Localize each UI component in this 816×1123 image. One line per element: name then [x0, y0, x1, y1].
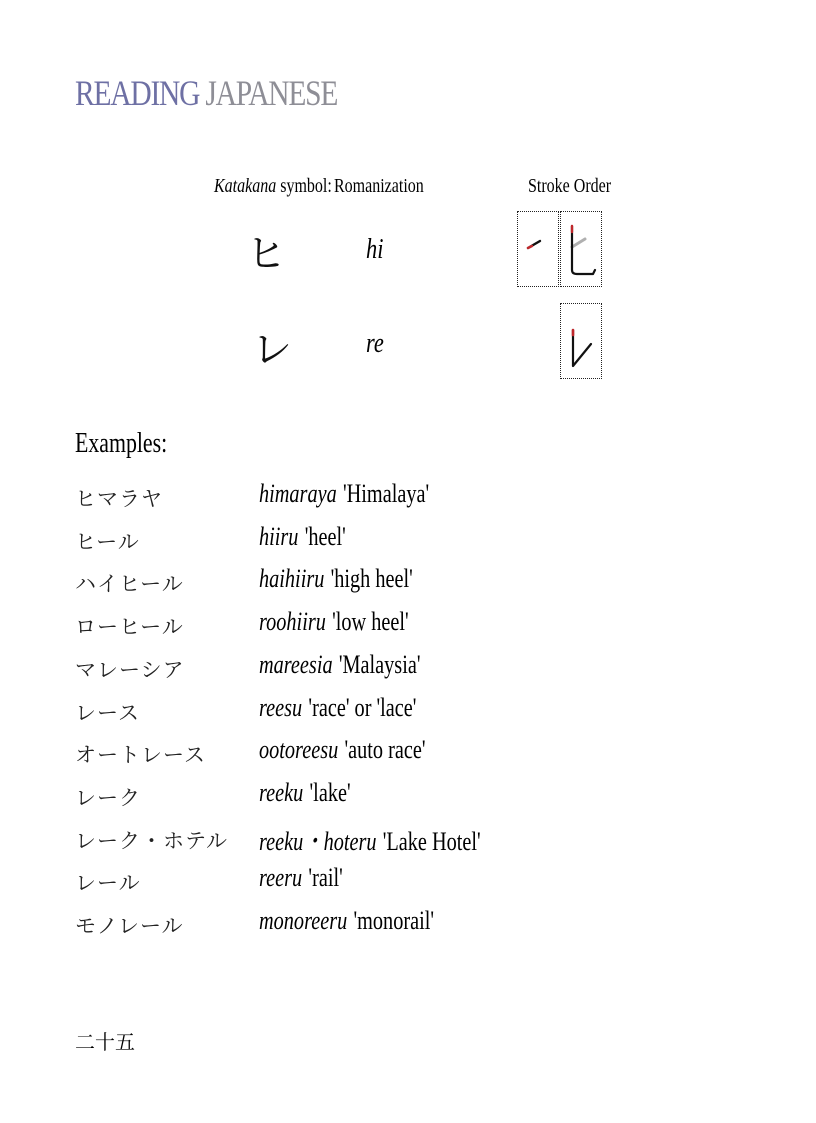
example-meaning: 'race' or 'lace': [308, 692, 417, 722]
example-romaji: himaraya: [259, 479, 337, 508]
example-gloss: [259, 778, 351, 808]
example-row: [0, 863, 816, 907]
example-katakana: レース: [75, 700, 140, 725]
example-katakana: マレーシア: [75, 657, 185, 682]
example-romaji: mareesia: [259, 649, 333, 679]
romaji-hi: hi: [366, 234, 384, 265]
example-romaji: haihiiru: [259, 564, 325, 594]
example-katakana: レーク・ホテル: [75, 828, 228, 853]
example-meaning: 'monorail': [353, 906, 435, 935]
example-romaji: reeru: [259, 863, 303, 893]
example-romaji: monoreeru: [259, 906, 348, 935]
example-row: [0, 649, 816, 694]
example-romaji: hiiru: [259, 521, 299, 551]
page-title: [75, 72, 337, 114]
example-romaji: ootoreesu: [259, 735, 339, 765]
example-row: [0, 692, 816, 737]
example-katakana: ハイヒール: [75, 572, 184, 597]
example-gloss: [259, 821, 481, 858]
example-katakana: レール: [75, 871, 141, 896]
example-gloss: [259, 906, 434, 936]
example-katakana: オートレース: [75, 743, 206, 768]
example-row: [0, 607, 816, 651]
example-gloss: [259, 735, 426, 765]
example-meaning: 'high heel': [330, 564, 413, 594]
example-romaji: reesu: [259, 692, 303, 722]
example-row: [0, 735, 816, 779]
stroke-order-hi-step1: [517, 211, 559, 287]
stroke-re-1-icon: [561, 304, 603, 380]
example-meaning: 'low heel': [332, 607, 409, 637]
stroke-order-header: Stroke Order: [528, 175, 612, 197]
example-gloss: [259, 607, 409, 637]
stroke-hi-2-icon: [561, 212, 603, 288]
example-gloss: [259, 564, 413, 594]
example-row: [0, 564, 816, 608]
example-gloss: [259, 522, 346, 552]
example-meaning: 'Himalaya': [342, 479, 430, 508]
page-number: 二十五: [75, 1030, 135, 1054]
stroke-order-re-step1: [560, 303, 602, 379]
katakana-re: レ: [252, 327, 292, 373]
example-katakana: モノレール: [75, 914, 184, 938]
example-katakana: ローヒール: [75, 615, 184, 640]
example-katakana: ヒール: [75, 529, 140, 554]
katakana-symbol-header: [214, 175, 332, 198]
example-romaji: reeku・hoteru: [259, 826, 377, 856]
symbol-label: symbol:: [280, 175, 332, 197]
example-meaning: 'lake': [309, 777, 351, 807]
example-meaning: 'heel': [304, 521, 346, 551]
katakana-label: Katakana: [214, 175, 277, 197]
example-row: [0, 521, 816, 566]
example-meaning: 'rail': [308, 863, 343, 893]
example-gloss: [259, 479, 429, 509]
romaji-re: re: [366, 328, 384, 359]
romanization-header: Romanization: [334, 175, 424, 197]
example-meaning: 'Lake Hotel': [382, 826, 481, 856]
example-row: [0, 825, 816, 865]
example-gloss: [259, 693, 416, 723]
example-row: [0, 777, 816, 822]
stroke-hi-1-icon: [518, 212, 560, 288]
example-romaji: reeku: [259, 777, 304, 807]
example-gloss: [259, 863, 343, 893]
example-katakana: ヒマラヤ: [75, 487, 163, 511]
example-meaning: 'auto race': [344, 735, 426, 765]
katakana-hi: ヒ: [246, 231, 286, 277]
example-romaji: roohiiru: [259, 607, 326, 637]
stroke-order-hi-step2: [560, 211, 602, 287]
example-gloss: [259, 650, 420, 680]
example-meaning: 'Malaysia': [338, 649, 421, 679]
example-row: [0, 479, 816, 523]
examples-heading: Examples:: [75, 428, 168, 459]
title-word-reading: READING: [75, 73, 200, 113]
title-word-japanese: JAPANESE: [205, 73, 338, 113]
example-row: [0, 906, 816, 950]
example-katakana: レーク: [75, 785, 141, 810]
